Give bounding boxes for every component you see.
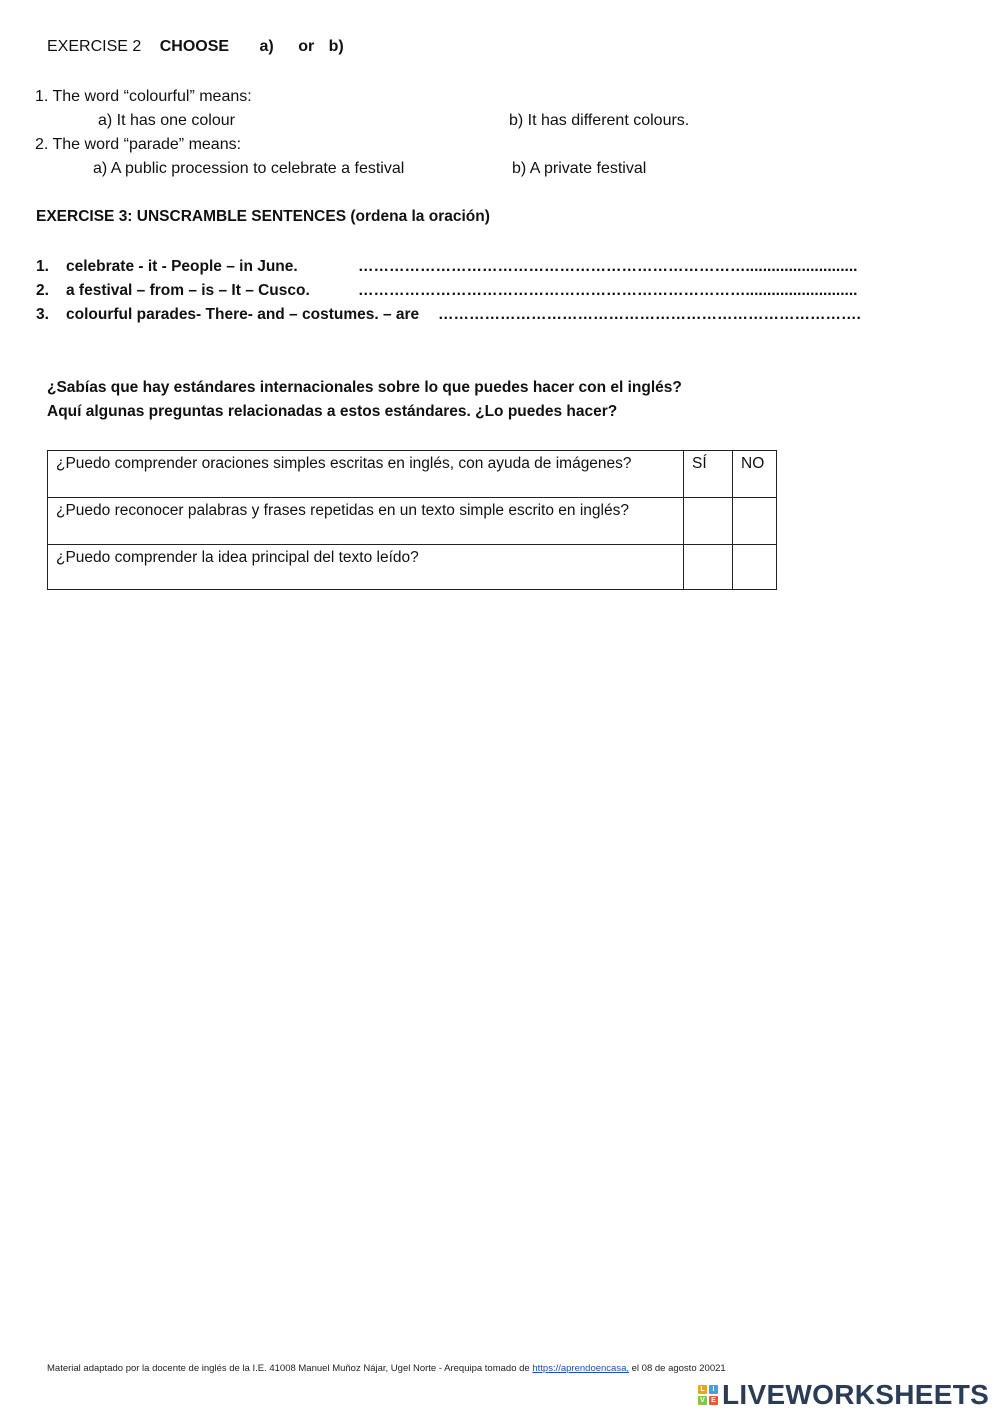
option-a-label: a) bbox=[259, 38, 274, 55]
yes-answer-cell[interactable] bbox=[684, 545, 733, 590]
option-b-label: b) bbox=[328, 38, 344, 55]
scramble-words: a festival – from – is – It – Cusco. bbox=[66, 282, 310, 299]
table-row bbox=[48, 498, 777, 545]
liveworksheets-logo bbox=[698, 1380, 989, 1410]
logo-cell: E bbox=[709, 1396, 718, 1405]
no-answer-cell[interactable] bbox=[733, 498, 777, 545]
yes-answer-cell[interactable] bbox=[684, 498, 733, 545]
brand-name: LIVEWORKSHEETS bbox=[722, 1379, 990, 1410]
selfcheck-question: ¿Puedo reconocer palabras y frases repetidas en un texto simple escrito en inglés? bbox=[48, 498, 684, 545]
standards-line-2: Aquí algunas preguntas relacionadas a estos estándares. ¿Lo puedes hacer? bbox=[47, 403, 618, 420]
logo-cell: V bbox=[698, 1396, 707, 1405]
standards-line-1: ¿Sabías que hay estándares internacionales sobre lo que puedes hacer con el inglés? bbox=[47, 379, 682, 396]
scramble-item-1 bbox=[36, 257, 858, 277]
question-1-option-b[interactable]: b) It has different colours. bbox=[509, 112, 690, 129]
footer-date: el 08 de agosto 20021 bbox=[629, 1363, 726, 1374]
scramble-number: 2. bbox=[36, 282, 49, 299]
question-2-option-a[interactable]: a) A public procession to celebrate a festival bbox=[93, 160, 405, 177]
answer-blank[interactable]: ………………………………………………………………………. bbox=[438, 306, 861, 323]
no-cell[interactable]: NO bbox=[733, 451, 777, 498]
scramble-item-2 bbox=[36, 281, 858, 301]
logo-cell: I bbox=[709, 1385, 718, 1394]
question-2-prompt: 2. The word “parade” means: bbox=[35, 136, 242, 153]
logo-grid-icon bbox=[698, 1385, 718, 1405]
question-1-prompt: 1. The word “colourful” means: bbox=[35, 88, 252, 105]
footer-link[interactable]: https://aprendoencasa, bbox=[532, 1363, 629, 1374]
scramble-words: colourful parades- There- and – costumes. – are bbox=[66, 306, 420, 323]
or-label: or bbox=[298, 38, 315, 55]
answer-blank[interactable]: ………………………………………………………………….......................... bbox=[358, 282, 858, 299]
table-row bbox=[48, 545, 777, 590]
scramble-number: 3. bbox=[36, 306, 49, 323]
scramble-words: celebrate - it - People – in June. bbox=[66, 258, 298, 275]
yes-cell[interactable]: SÍ bbox=[684, 451, 733, 498]
logo-cell: L bbox=[698, 1385, 707, 1394]
exercise2-label: EXERCISE 2 bbox=[47, 38, 142, 55]
footer-note bbox=[47, 1363, 726, 1375]
table-row bbox=[48, 451, 777, 498]
selfcheck-question: ¿Puedo comprender la idea principal del texto leído? bbox=[48, 545, 684, 590]
exercise3-heading: EXERCISE 3: UNSCRAMBLE SENTENCES (ordena la oración) bbox=[36, 208, 490, 225]
footer-text: Material adaptado por la docente de inglés de la I.E. 41008 Manuel Muñoz Nájar, Ugel Norte - Arequipa tomado de bbox=[47, 1363, 533, 1374]
choose-label: CHOOSE bbox=[159, 38, 230, 55]
selfcheck-question: ¿Puedo comprender oraciones simples escritas en inglés, con ayuda de imágenes? bbox=[48, 451, 684, 498]
question-1-option-a[interactable]: a) It has one colour bbox=[98, 112, 235, 129]
no-answer-cell[interactable] bbox=[733, 545, 777, 590]
scramble-item-3 bbox=[36, 305, 861, 325]
scramble-number: 1. bbox=[36, 258, 49, 275]
exercise2-heading bbox=[47, 37, 344, 57]
question-2-option-b[interactable]: b) A private festival bbox=[512, 160, 647, 177]
selfcheck-table bbox=[47, 450, 777, 590]
answer-blank[interactable]: ………………………………………………………………….......................... bbox=[358, 258, 858, 275]
